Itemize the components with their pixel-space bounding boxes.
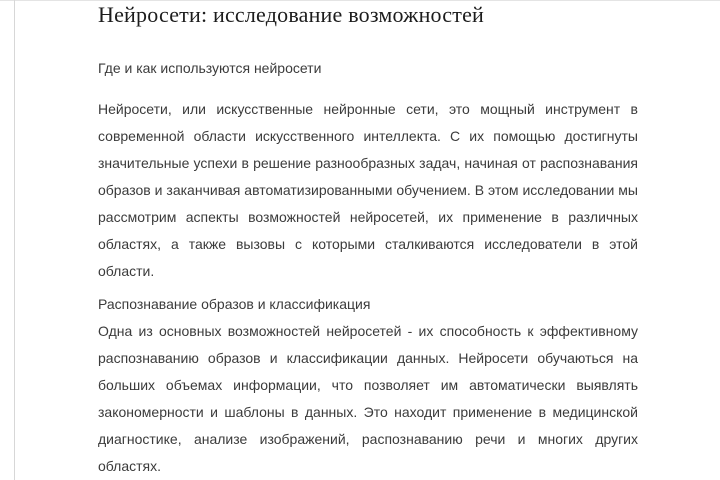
page-left-margin-border [14,0,15,480]
page-title: Нейросети: исследование возможностей [98,2,485,27]
section-heading-recognition: Распознавание образов и классификация [98,296,371,312]
document-content [98,0,638,480]
paragraph-recognition: Одна из основных возможностей нейросетей - их способность к эффективному распознаванию образов и классификации данных. Нейросети обучаються на больших объемах информации, что позволяет им автоматически выявлять закономерности и шаблоны в данных. Это находит применение в медицинской диагностике, анализе изображений, распознаванию речи и многих других областях. [98,323,638,474]
paragraph-intro: Нейросети, или искусственные нейронные сети, это мощный инструмент в современной области искусственного интеллекта. С их помощью достигнуты значительные успехи в решение разнообразных задач, начиная от распознавания образов и заканчивая автоматизированными обучением. В этом исследовании мы рассмотрим аспекты возможностей нейросетей, их применение в различных областях, а также вызовы с которыми сталкиваются исследователи в этой области. [98,101,638,279]
document-subtitle: Где и как используются нейросети [98,60,322,76]
